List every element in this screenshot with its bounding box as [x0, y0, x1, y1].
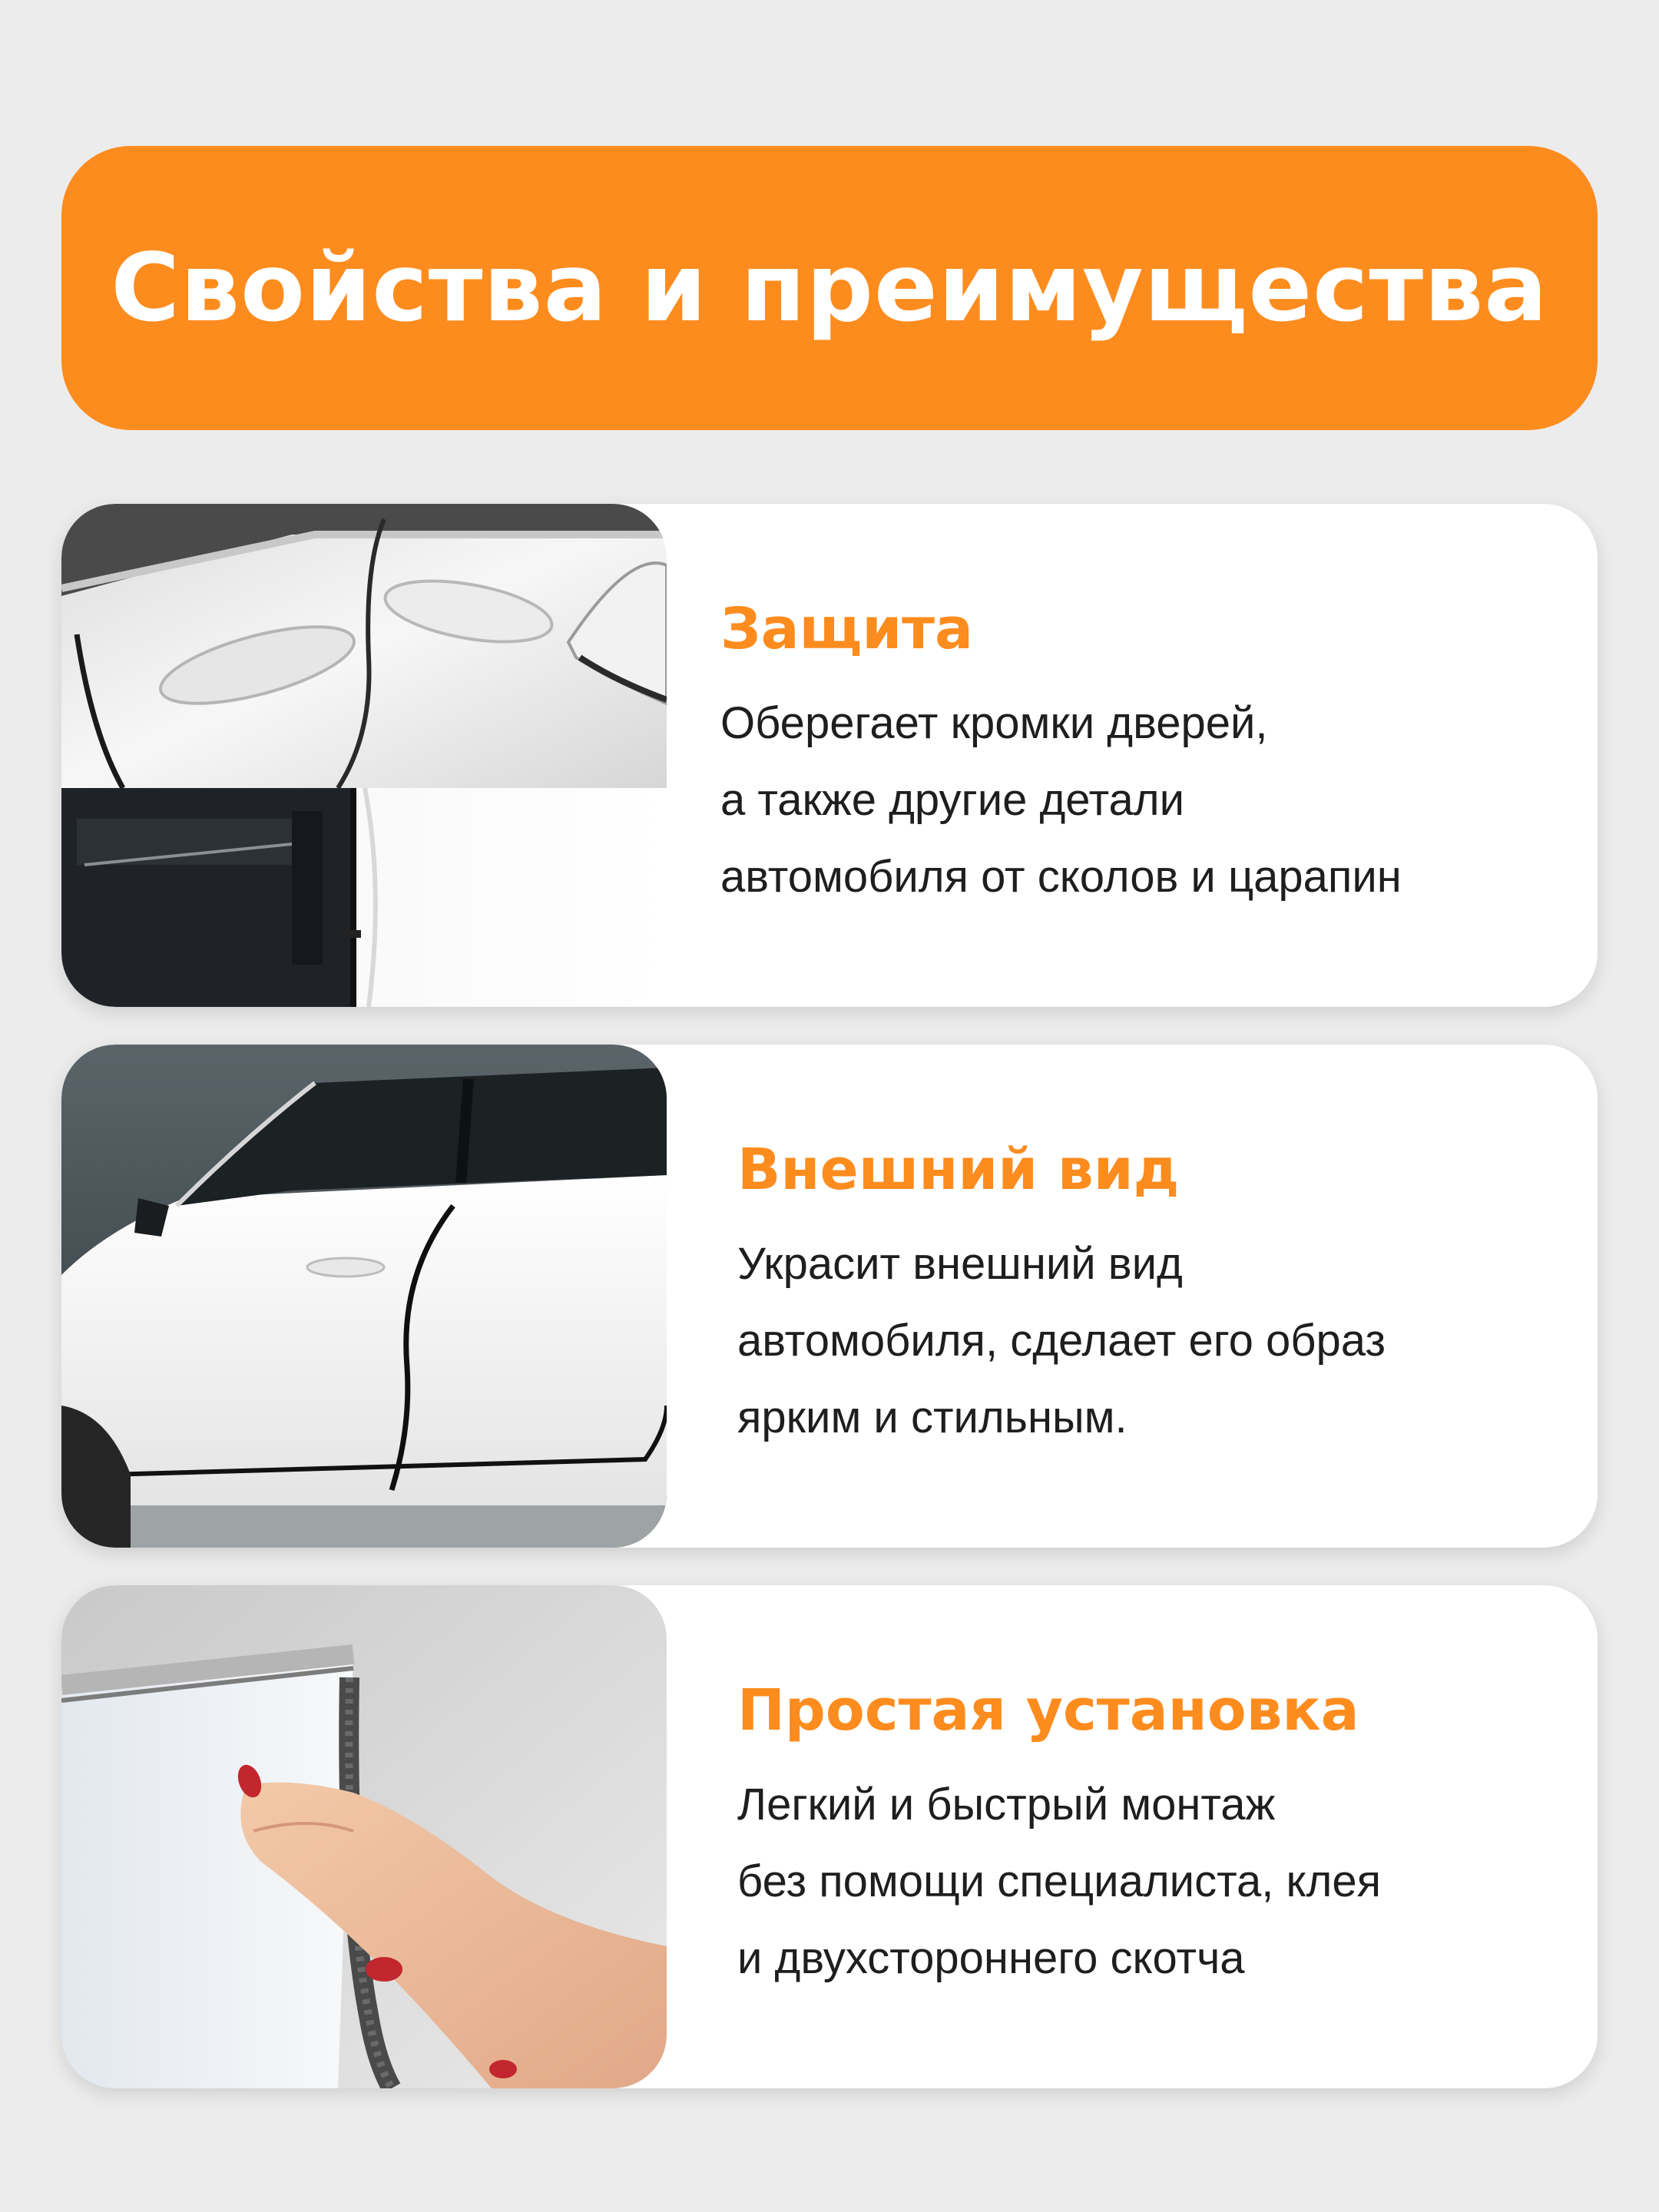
feature-description-line: Украсит внешний вид	[737, 1239, 1183, 1289]
feature-description-line: автомобиля от сколов и царапин	[720, 852, 1402, 902]
feature-description-line: ярким и стильным.	[737, 1392, 1128, 1442]
feature-title: Простая установка	[737, 1677, 1359, 1743]
feature-card-installation	[61, 1585, 1598, 2088]
feature-description-line: без помощи специалиста, клея	[737, 1856, 1381, 1906]
white-car-side-photo	[61, 1045, 667, 1548]
feature-description-line: Легкий и быстрый монтаж	[737, 1780, 1276, 1830]
page-title: Свойства и преимущества	[111, 233, 1548, 343]
feature-description-line: Оберегает кромки дверей,	[720, 698, 1268, 748]
feature-card-appearance	[61, 1045, 1598, 1548]
feature-title: Защита	[720, 596, 973, 662]
feature-description	[720, 685, 1402, 916]
feature-description	[737, 1226, 1386, 1456]
seal-installation-photo	[61, 1585, 667, 2088]
feature-description-line: и двухстороннего скотча	[737, 1933, 1245, 1983]
header-banner	[61, 146, 1598, 430]
feature-title: Внешний вид	[737, 1137, 1180, 1203]
car-door-edge-photo	[61, 504, 667, 1007]
feature-description-line: а также другие детали	[720, 775, 1185, 825]
feature-description-line: автомобиля, сделает его образ	[737, 1316, 1386, 1366]
feature-description	[737, 1767, 1381, 1997]
feature-card-protection	[61, 504, 1598, 1007]
